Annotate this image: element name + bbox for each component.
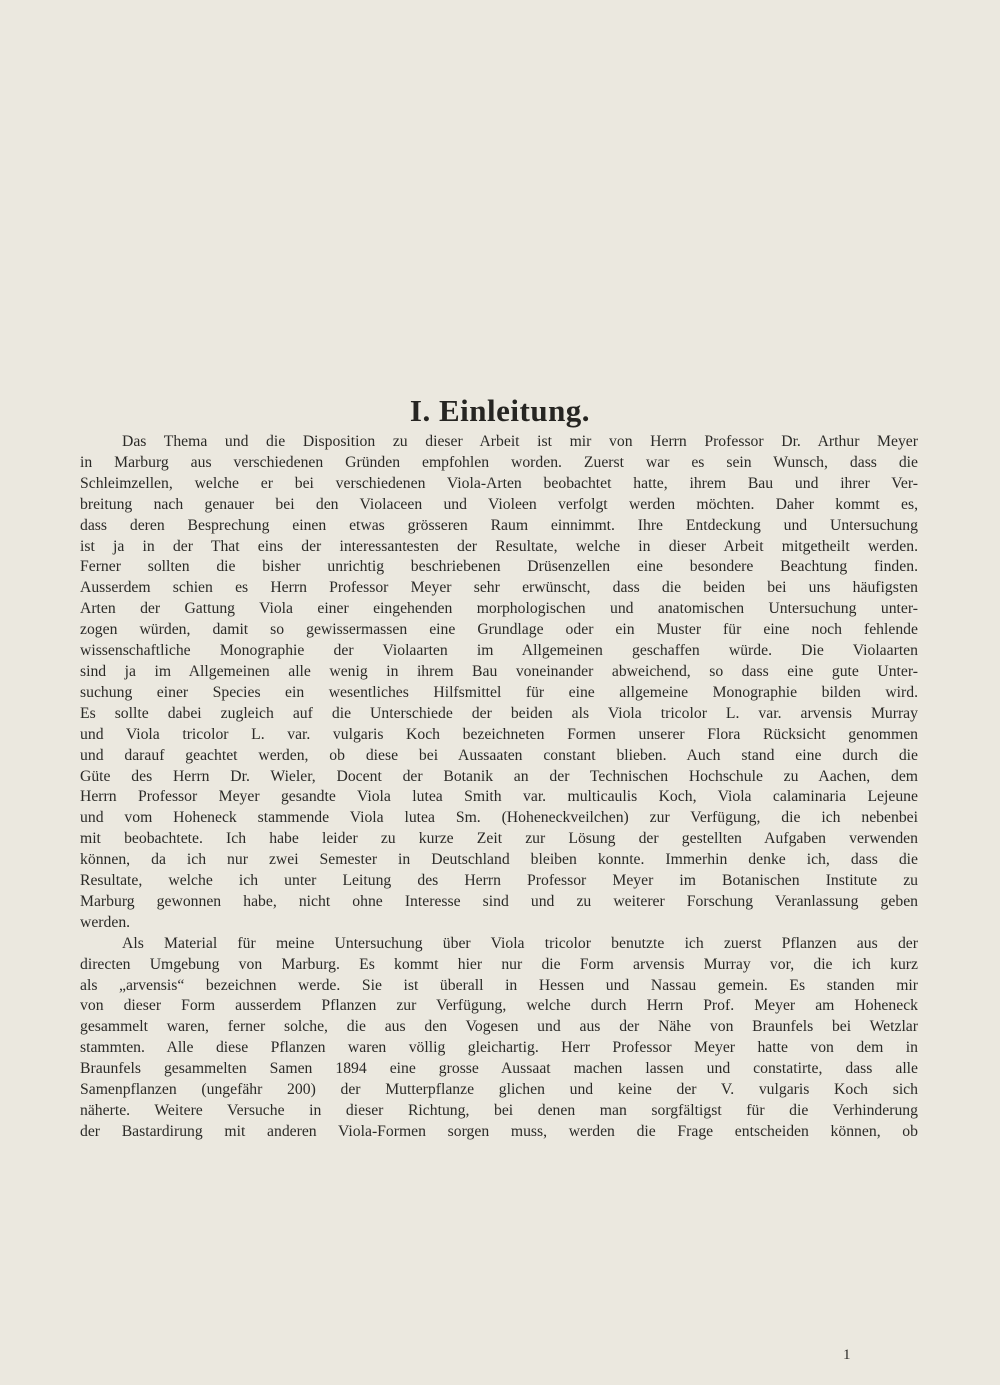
text-line: der Bastardirung mit anderen Viola-Formen sorgen muss, werden die Frage entscheiden können, ob	[80, 1122, 918, 1140]
text-line: Als Material für meine Untersuchung über Viola tricolor benutzte ich zuerst Pflanzen aus der	[122, 934, 918, 952]
text-line: breitung nach genauer bei den Violaceen und Violeen verfolgt werden möchten. Daher kommt es,	[80, 495, 918, 513]
text-line: und Viola tricolor L. var. vulgaris Koch bezeichneten Formen unserer Flora Rücksicht genommen	[80, 725, 918, 743]
text-line: Ausserdem schien es Herrn Professor Meyer sehr erwünscht, dass die beiden bei uns häufigsten	[80, 579, 918, 597]
text-line: wissenschaftliche Monographie der Violaarten im Allgemeinen geschaffen würde. Die Violaarten	[80, 642, 918, 660]
text-line: Samenpflanzen (ungefähr 200) der Mutterpflanze glichen und keine der V. vulgaris Koch sich	[80, 1081, 918, 1099]
text-line: von dieser Form ausserdem Pflanzen zur Verfügung, welche durch Herrn Prof. Meyer am Hoheneck	[80, 997, 918, 1015]
text-line: Arten der Gattung Viola einer eingehenden morphologischen und anatomischen Untersuchung unter-	[80, 600, 918, 618]
text-line: Es sollte dabei zugleich auf die Unterschiede der beiden als Viola tricolor L. var. arvensis Murray	[80, 704, 918, 722]
text-line: stammten. Alle diese Pflanzen waren völlig gleichartig. Herr Professor Meyer hatte von dem in	[80, 1039, 918, 1057]
text-line: näherte. Weitere Versuche in dieser Richtung, bei denen man sorgfältigst für die Verhinderung	[80, 1102, 918, 1119]
text-line: sind ja im Allgemeinen alle wenig in ihrem Bau voneinander abweichend, so dass eine gute Unter-	[80, 662, 918, 680]
text-line: mit beobachtete. Ich habe leider zu kurze Zeit zur Lösung der gestellten Aufgaben verwenden	[80, 830, 918, 848]
page-number: 1	[843, 1347, 851, 1363]
text-line: Herrn Professor Meyer gesandte Viola lutea Smith var. multicaulis Koch, Viola calaminaria Lejeune	[80, 788, 918, 806]
text-line: Güte des Herrn Dr. Wieler, Docent der Botanik an der Technischen Hochschule zu Aachen, dem	[80, 767, 918, 785]
text-line: Resultate, welche ich unter Leitung des Herrn Professor Meyer im Botanischen Institute zu	[80, 872, 918, 890]
text-line: in Marburg aus verschiedenen Gründen empfohlen worden. Zuerst war es sein Wunsch, dass die	[80, 453, 918, 471]
paragraph-introduction	[80, 432, 918, 934]
text-line: können, da ich nur zwei Semester in Deutschland bleiben konnte. Immerhin denke ich, dass die	[80, 851, 918, 869]
text-line: dass deren Besprechung einen etwas grösseren Raum einnimmt. Ihre Entdeckung und Untersuchung	[80, 516, 918, 534]
text-line: Schleimzellen, welche er bei verschiedenen Viola-Arten beobachtet hatte, ihrem Bau und ihrer Ver-	[80, 474, 918, 492]
text-line: und vom Hoheneck stammende Viola lutea Sm. (Hoheneckveilchen) zur Verfügung, die ich nebenbei	[80, 809, 918, 827]
text-line: als „arvensis“ bezeichnen werde. Sie ist überall in Hessen und Nassau gemein. Es standen mir	[80, 976, 918, 994]
text-line: und darauf geachtet werden, ob diese bei Aussaaten constant blieben. Auch stand eine durch die	[80, 746, 918, 764]
chapter-heading: I. Einleitung.	[409, 393, 591, 428]
text-line: suchung einer Species ein wesentliches Hilfsmittel für eine allgemeine Monographie bilden wird.	[80, 683, 918, 701]
text-line: gesammelt waren, ferner solche, die aus den Vogesen und aus der Nähe von Braunfels bei Wetzlar	[80, 1018, 918, 1036]
text-line: Braunfels gesammelten Samen 1894 eine grosse Aussaat machen lassen und constatirte, dass alle	[80, 1060, 918, 1078]
paragraph-material	[80, 934, 918, 1143]
text-line: ist ja in der That eins der interessantesten der Resultate, welche in dieser Arbeit mitgetheilt werden.	[80, 537, 918, 555]
text-line: directen Umgebung von Marburg. Es kommt hier nur die Form arvensis Murray vor, die ich kurz	[80, 955, 918, 973]
text-line: Ferner sollten die bisher unrichtig beschriebenen Drüsenzellen eine besondere Beachtung finden.	[80, 558, 918, 576]
body-text	[80, 432, 918, 1143]
text-line: Marburg gewonnen habe, nicht ohne Interesse sind und zu weiterer Forschung Veranlassung geben	[80, 892, 918, 910]
text-line: werden.	[80, 913, 131, 931]
text-line: zogen würden, damit so gewissermassen eine Grundlage oder ein Muster für eine noch fehlende	[80, 621, 918, 639]
text-line: Das Thema und die Disposition zu dieser Arbeit ist mir von Herrn Professor Dr. Arthur Meyer	[122, 433, 918, 450]
